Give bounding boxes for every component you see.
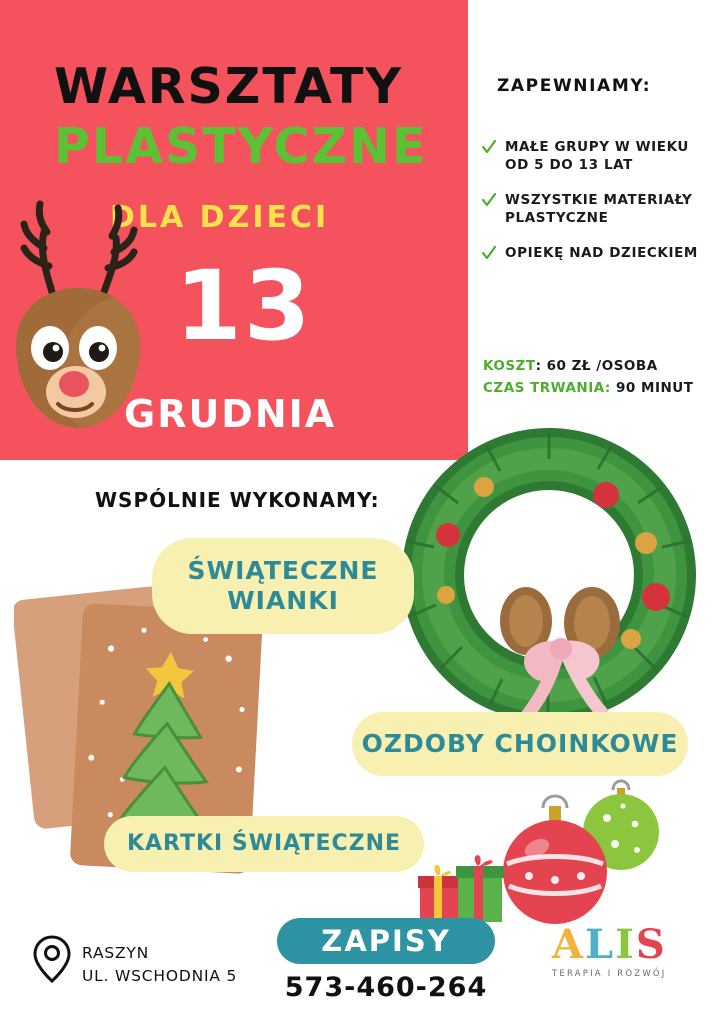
duration-value: 90 MINUT bbox=[610, 380, 694, 396]
address-city: RASZYN bbox=[82, 944, 150, 962]
signup-button[interactable]: ZAPISY bbox=[277, 918, 495, 964]
price-info bbox=[483, 355, 718, 399]
promises-heading: ZAPEWNIAMY: bbox=[497, 76, 652, 96]
promise-item-label: WSZYSTKIE MATERIAŁY PLASTYCZNE bbox=[505, 192, 693, 226]
check-icon bbox=[481, 192, 497, 208]
brand-tagline: TERAPIA I ROZWÓJ bbox=[552, 969, 667, 979]
event-day: 13 bbox=[175, 250, 313, 362]
reindeer-icon bbox=[0, 196, 165, 456]
activity-pill-cards: KARTKI ŚWIĄTECZNE bbox=[104, 816, 424, 872]
duration-label: CZAS TRWANIA: bbox=[483, 380, 611, 396]
event-month: GRUDNIA bbox=[124, 392, 337, 436]
promise-item bbox=[481, 191, 711, 227]
promise-item-label: OPIEKĘ NAD DZIECKIEM bbox=[505, 245, 698, 261]
brand-logo-text bbox=[552, 921, 692, 968]
check-icon bbox=[481, 245, 497, 261]
address-block bbox=[82, 942, 237, 988]
duration-row bbox=[483, 377, 718, 399]
brand-letter-i: I bbox=[615, 921, 636, 968]
check-icon bbox=[481, 139, 497, 155]
brand-letter-s: S bbox=[635, 921, 667, 968]
cost-value: : 60 ZŁ /OSOBA bbox=[535, 358, 658, 374]
promise-item-label: MAŁE GRUPY W WIEKU OD 5 DO 13 LAT bbox=[505, 139, 689, 173]
activity-pill-ornaments: OZDOBY CHOINKOWE bbox=[352, 712, 688, 776]
cost-row bbox=[483, 355, 718, 377]
promise-item bbox=[481, 244, 711, 262]
brand-logo bbox=[552, 921, 692, 995]
address-street: UL. WSCHODNIA 5 bbox=[82, 967, 238, 985]
location-pin-icon bbox=[32, 934, 72, 984]
promises-list bbox=[481, 138, 711, 279]
phone-number[interactable]: 573-460-264 bbox=[284, 972, 488, 1003]
baubles-image bbox=[495, 770, 675, 930]
activity-pill-wreaths: ŚWIĄTECZNE WIANKI bbox=[152, 538, 414, 634]
brand-letter-l: L bbox=[585, 921, 616, 968]
cost-label: KOSZT bbox=[483, 358, 536, 374]
christmas-wreath-image bbox=[388, 425, 710, 747]
gift-boxes-image bbox=[418, 850, 508, 926]
promise-item bbox=[481, 138, 711, 174]
page-title-line2: PLASTYCZNE bbox=[54, 118, 428, 175]
page-title-line3: DLA DZIECI bbox=[110, 200, 330, 235]
brand-letter-a: A bbox=[552, 921, 586, 968]
page-title-line1: WARSZTATY bbox=[54, 58, 403, 115]
activities-heading: WSPÓLNIE WYKONAMY: bbox=[95, 488, 380, 512]
